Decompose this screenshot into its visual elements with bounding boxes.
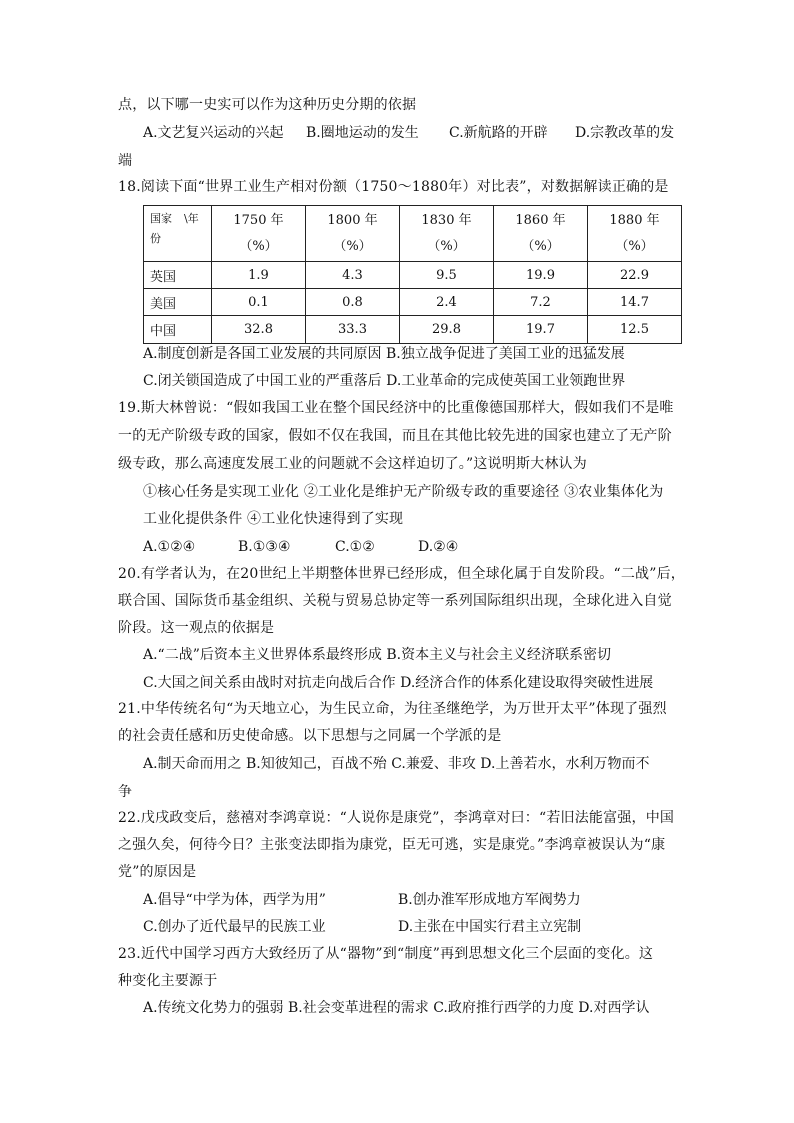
table-cell: 19.9 — [494, 262, 588, 289]
corner-share-label: 份 — [150, 232, 161, 245]
table-cell: 0.8 — [306, 289, 400, 316]
corner-country-label: 国家 — [150, 212, 172, 225]
question-20-line-2: 联合国、国际货币基金组织、关税与贸易总协定等一系列国际组织出现，全球化进入自觉 — [118, 593, 672, 609]
q22-option-b: B.创办淮军形成地方军阀势力 — [398, 892, 581, 908]
header-year-1800: 1800 年 （%） — [306, 206, 400, 262]
table-row-usa — [144, 289, 682, 316]
question-23-line-2: 种变化主要源于 — [118, 973, 218, 989]
q17-option-b: B.圈地运动的发生 — [306, 125, 419, 141]
table-cell: 2.4 — [400, 289, 494, 316]
table-cell: 0.1 — [212, 289, 306, 316]
question-22-line-3: 党”的原因是 — [118, 864, 197, 880]
question-23-line-1: 23.近代中国学习西方大致经历了从“器物”到“制度”再到思想文化三个层面的变化。这 — [118, 946, 654, 962]
q19-option-d: D.②④ — [418, 539, 459, 555]
question-20-line-3: 阶段。这一观点的依据是 — [118, 620, 275, 636]
question-21-line-1: 21.中华传统名句“为天地立心，为生民立命，为往圣继绝学，为万世开太平”体现了强烈 — [118, 701, 667, 717]
q18-options-cd: C.闭关锁国造成了中国工业的严重落后 D.工业革命的完成使英国工业领跑世界 — [143, 373, 626, 389]
q20-options-ab: A.“二战”后资本主义世界体系最终形成 B.资本主义与社会主义经济联系密切 — [143, 647, 612, 663]
table-cell: 14.7 — [588, 289, 682, 316]
row-country: 美国 — [144, 289, 212, 316]
header-year-1830: 1830 年 （%） — [400, 206, 494, 262]
table-cell: 29.8 — [400, 316, 494, 344]
question-19-line-2: 一的无产阶级专政的国家，假如不仅在我国，而且在其他比较先进的国家也建立了无产阶 — [118, 428, 672, 444]
table-cell: 1.9 — [212, 262, 306, 289]
table-cell: 9.5 — [400, 262, 494, 289]
table-header-row — [144, 206, 682, 262]
question-19-line-1: 19.斯大林曾说：“假如我国工业在整个国民经济中的比重像德国那样大，假如我们不是唯 — [118, 400, 674, 416]
table-corner-cell — [144, 206, 212, 262]
q19-option-b: B.①③④ — [238, 539, 291, 555]
q17-option-d: D.宗教改革的发 — [575, 125, 675, 141]
q20-options-cd: C.大国之间关系由战时对抗走向战后合作 D.经济合作的体系化建设取得突破性进展 — [143, 675, 654, 691]
table-row-britain — [144, 262, 682, 289]
row-country: 中国 — [144, 316, 212, 344]
question-17-stem-tail: 点，以下哪一史实可以作为这种历史分期的依据 — [118, 97, 417, 113]
question-19-line-3: 级专政，那么高速度发展工业的问题就不会这样迫切了。”这说明斯大林认为 — [118, 456, 587, 472]
row-country: 英国 — [144, 262, 212, 289]
q17-option-c: C.新航路的开辟 — [449, 125, 548, 141]
q18-options-ab: A.制度创新是各国工业发展的共同原因 B.独立战争促进了美国工业的迅猛发展 — [143, 346, 625, 362]
q22-option-a: A.倡导“中学为体，西学为用” — [143, 892, 326, 908]
question-18-stem: 18.阅读下面“世界工业生产相对份额（1750～1880年）对比表”，对数据解读正确的是 — [118, 179, 669, 195]
q21-options: A.制天命而用之 B.知彼知己，百战不殆 C.兼爱、非攻 D.上善若水，水利万物而不 — [143, 756, 650, 772]
corner-year-label: \年 — [184, 212, 199, 225]
table-cell: 4.3 — [306, 262, 400, 289]
table-cell: 32.8 — [212, 316, 306, 344]
q22-option-c: C.创办了近代最早的民族工业 — [143, 919, 326, 935]
table-cell: 19.7 — [494, 316, 588, 344]
header-year-1750: 1750 年 （%） — [212, 206, 306, 262]
q19-statements-1: ①核心任务是实现工业化 ②工业化是维护无产阶级专政的重要途径 ③农业集体化为 — [143, 484, 664, 500]
table-cell: 33.3 — [306, 316, 400, 344]
q17-option-a: A.文艺复兴运动的兴起 — [143, 125, 284, 141]
table-cell: 7.2 — [494, 289, 588, 316]
q19-option-a: A.①②④ — [143, 539, 196, 555]
question-20-line-1: 20.有学者认为，在20世纪上半期整体世界已经形成，但全球化属于自发阶段。“二战”后， — [118, 566, 685, 582]
table-cell: 22.9 — [588, 262, 682, 289]
question-22-line-1: 22.戊戌政变后，慈禧对李鸿章说：“人说你是康党”，李鸿章对曰：“若旧法能富强，中国 — [118, 810, 675, 826]
header-year-1880: 1880 年 （%） — [588, 206, 682, 262]
q22-option-d: D.主张在中国实行君主立宪制 — [398, 919, 582, 935]
question-22-line-2: 之强久矣，何待今日？主张变法即指为康党，臣无可逃，实是康党。”李鸿章被误认为“康 — [118, 837, 666, 853]
table-row-china — [144, 316, 682, 344]
industrial-share-table — [143, 205, 682, 344]
question-21-line-2: 的社会责任感和历史使命感。以下思想与之同属一个学派的是 — [118, 728, 502, 744]
q19-statements-2: 工业化提供条件 ④工业化快速得到了实现 — [143, 511, 404, 527]
table-cell: 12.5 — [588, 316, 682, 344]
q19-option-c: C.①② — [335, 539, 375, 555]
header-year-1860: 1860 年 （%） — [494, 206, 588, 262]
q23-options: A.传统文化势力的强弱 B.社会变革进程的需求 C.政府推行西学的力度 D.对西学认 — [143, 1000, 650, 1016]
q21-options-wrap: 争 — [118, 784, 133, 800]
q17-option-d-wrap: 端 — [118, 153, 133, 169]
